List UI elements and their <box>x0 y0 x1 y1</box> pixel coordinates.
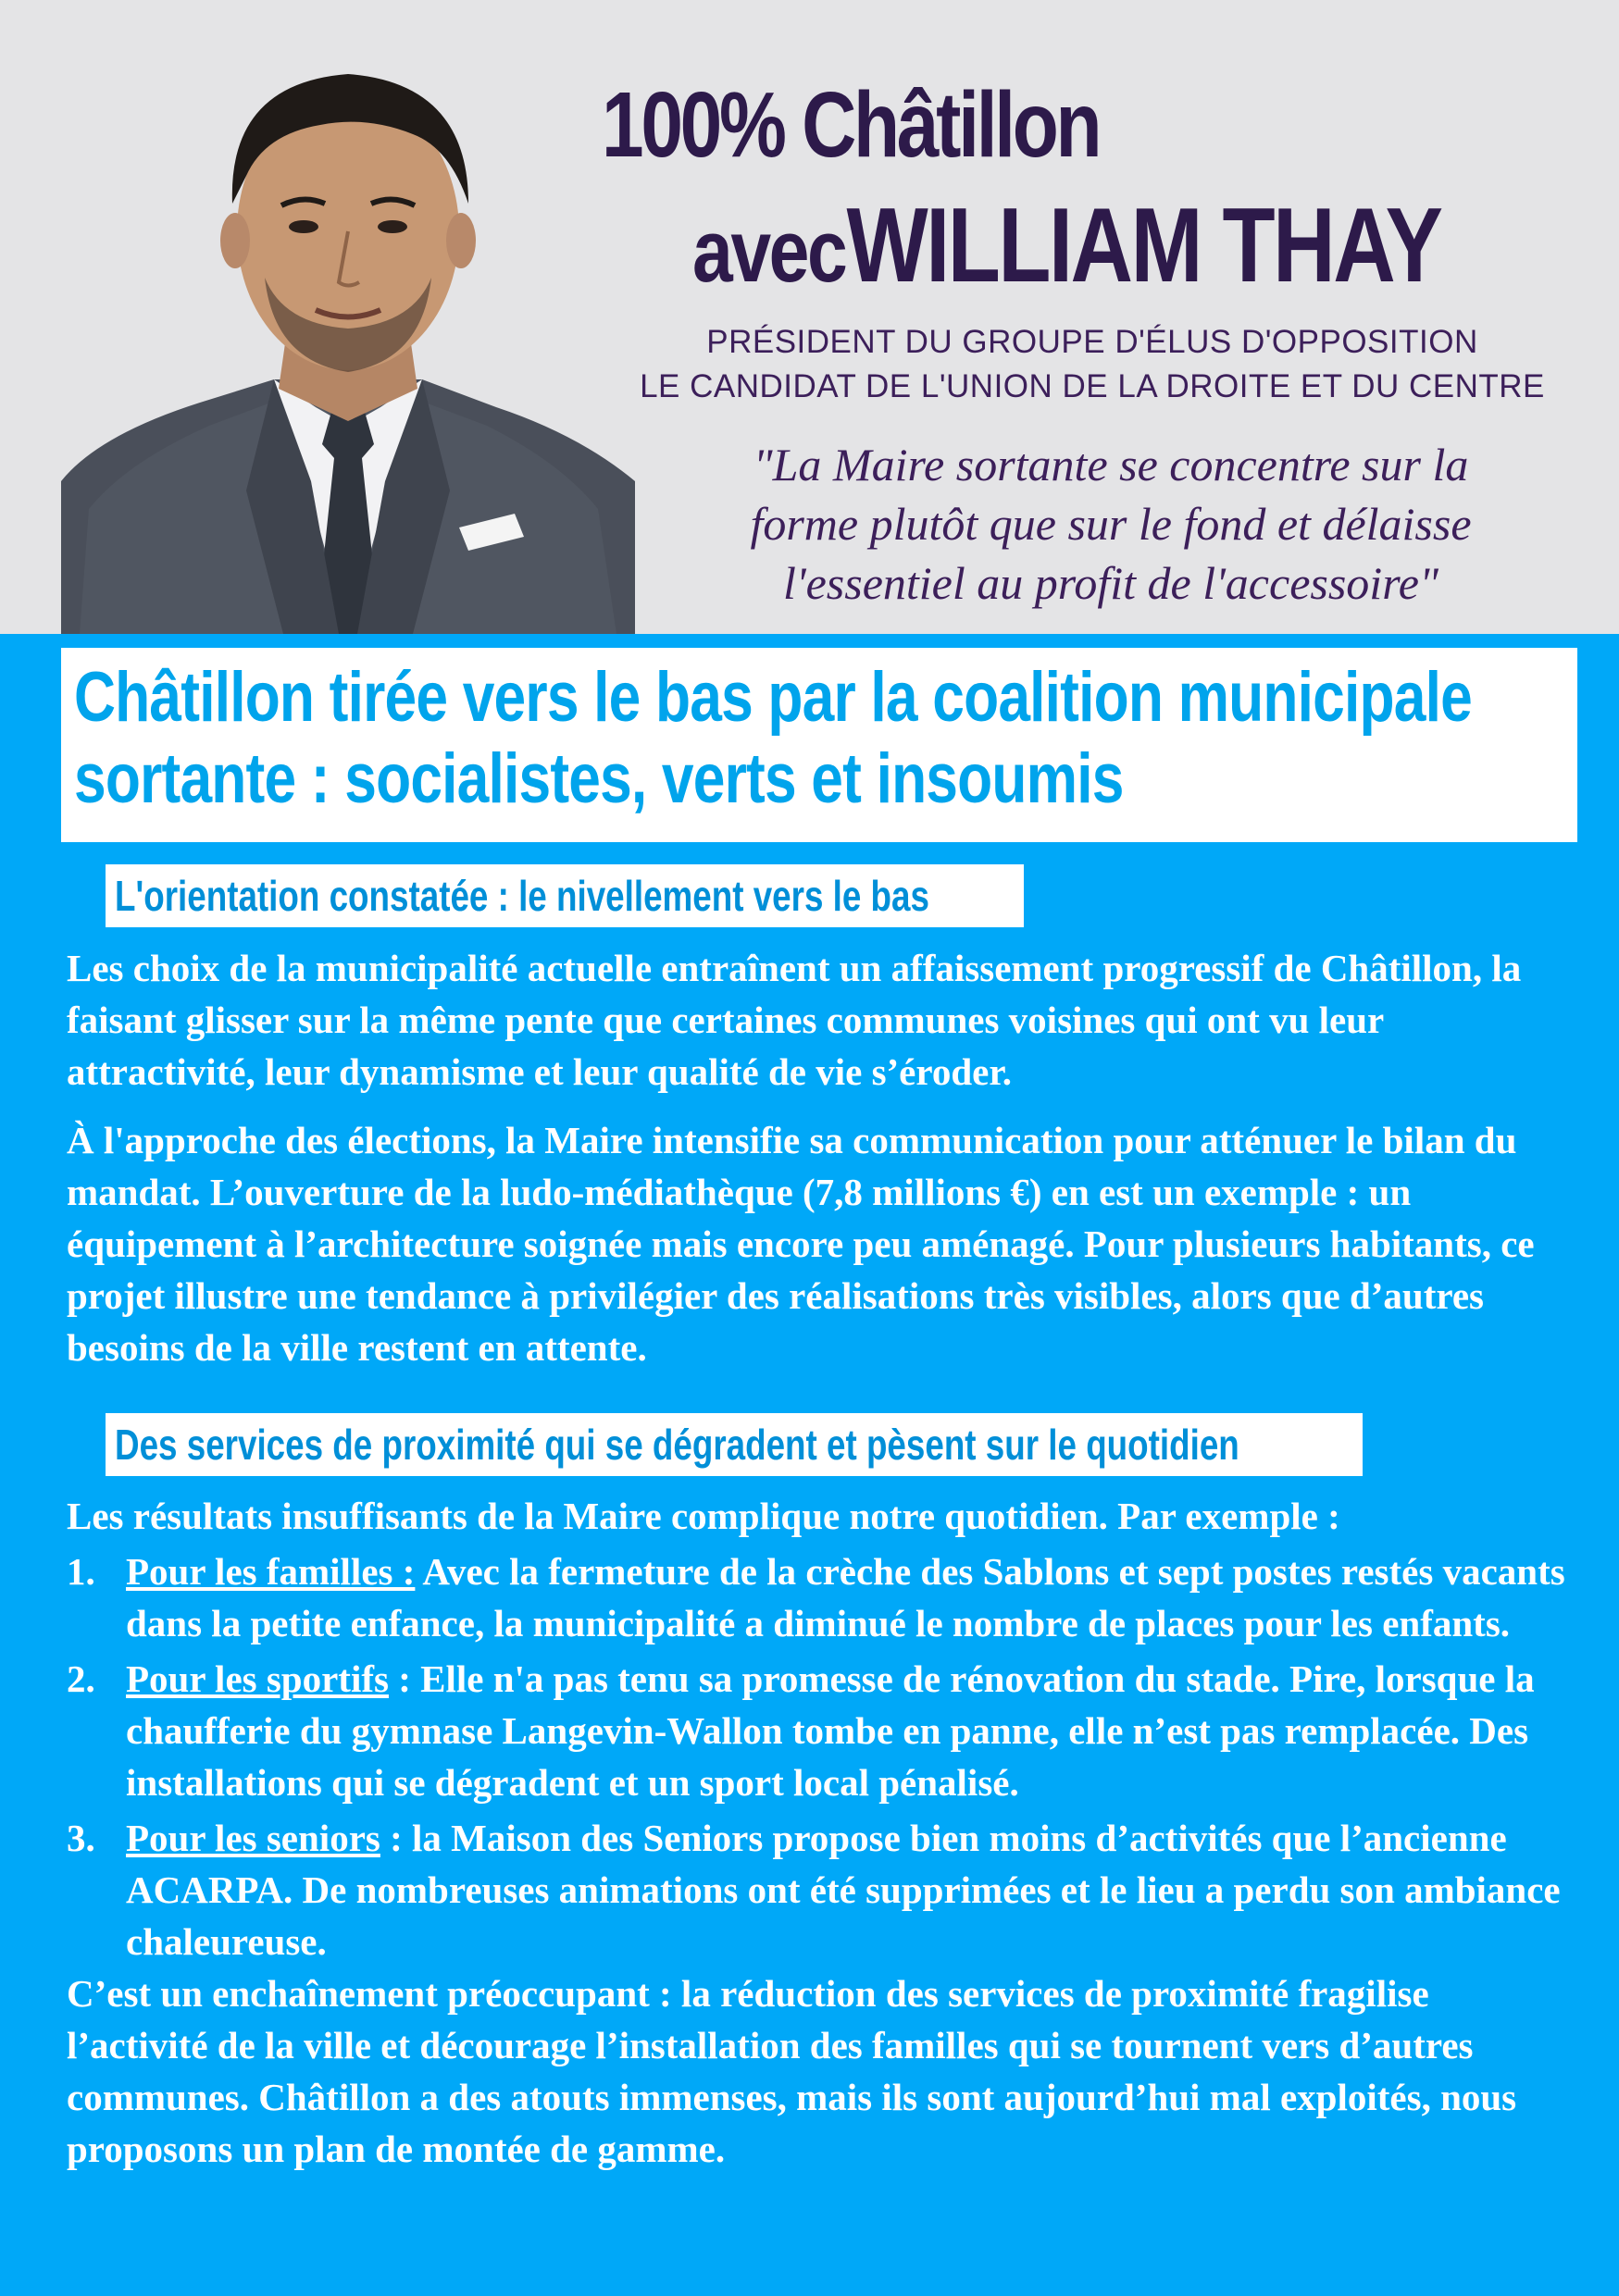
list-item-label: Pour les seniors <box>126 1817 380 1859</box>
headline-line: Châtillon tirée vers le bas par la coalition municipale <box>74 658 1472 737</box>
paragraph: Les résultats insuffisants de la Maire complique notre quotidien. Par exemple : <box>67 1495 1340 1537</box>
quote-line: "La Maire sortante se concentre sur la <box>753 439 1469 490</box>
conclusion-paragraph: C’est un enchaînement préoccupant : la réduction des services de proximité fragilise l’activité de la ville et décourage l’installation des familles qui se tournent vers d’autres communes. Châtillon a des atouts immenses, mais ils sont aujourd’hui mal exploités, nous proposons un plan de montée de gamme. <box>67 1972 1517 2170</box>
section1-body <box>67 942 1575 1373</box>
list-number: 1. <box>67 1550 95 1593</box>
subtitle-candidacy: LE CANDIDAT DE L'UNION DE LA DROITE ET DU CENTRE <box>640 368 1545 404</box>
headline-line: sortante : socialistes, verts et insoumis <box>74 739 1124 818</box>
list-item-text: : la Maison des Seniors propose bien moins d’activités que l’ancienne ACARPA. De nombreuses animations ont été supprimées et le lieu a perdu son ambiance chaleureuse. <box>126 1817 1561 1963</box>
subtitle-role: PRÉSIDENT DU GROUPE D'ÉLUS D'OPPOSITION <box>706 324 1478 360</box>
quote-line: forme plutôt que sur le fond et délaisse <box>750 498 1472 550</box>
campaign-title: 100% Châtillon <box>602 73 1100 177</box>
section1-heading-text: L'orientation constatée : le nivellement vers le bas <box>115 872 929 920</box>
list-item <box>67 1545 1575 1649</box>
section2-intro <box>67 1490 1575 1542</box>
list-item-text: Avec la fermeture de la crèche des Sablons et sept postes restés vacants dans la petite enfance, la municipalité a diminué le nombre de places pour les enfants. <box>126 1550 1565 1644</box>
headline-box <box>61 648 1577 842</box>
list-number: 2. <box>67 1657 95 1700</box>
title-avec: avec <box>692 202 846 301</box>
list-item-text: : Elle n'a pas tenu sa promesse de rénovation du stade. Pire, lorsque la chaufferie du gymnase Langevin-Wallon tombe en panne, elle n’est pas remplacée. Des installations qui se dégradent et un sport local pénalisé. <box>126 1657 1535 1804</box>
list-number: 3. <box>67 1817 95 1859</box>
section2-heading <box>106 1413 1363 1476</box>
candidate-name-line <box>692 185 1441 306</box>
list-item <box>67 1653 1575 1808</box>
candidate-quote <box>602 435 1619 613</box>
quote-line: l'essentiel au profit de l'accessoire" <box>783 557 1438 609</box>
list-item-label: Pour les familles : <box>126 1550 416 1593</box>
paragraph: À l'approche des élections, la Maire intensifie sa communication pour atténuer le bilan du mandat. L’ouverture de la ludo-médiathèque (7,8 millions €) en est un exemple : un équipement à l’architecture soignée mais encore peu aménagé. Pour plusieurs habitants, ce projet illustre une tendance à privilégier des réalisations très visibles, alors que d’autres besoins de la ville restent en attente. <box>67 1119 1535 1369</box>
list-item-label: Pour les sportifs <box>126 1657 389 1700</box>
paragraph: Les choix de la municipalité actuelle entraînent un affaissement progressif de Châtillon, la faisant glisser sur la même pente que certaines communes voisines qui ont vu leur attractivité, leur dynamisme et leur qualité de vie s’éroder. <box>67 947 1522 1093</box>
list-item <box>67 1812 1575 1967</box>
section2-heading-text: Des services de proximité qui se dégradent et pèsent sur le quotidien <box>115 1421 1239 1469</box>
candidate-name: WILLIAM THAY <box>846 187 1441 304</box>
services-list <box>67 1545 1575 2175</box>
section1-heading <box>106 864 1024 927</box>
